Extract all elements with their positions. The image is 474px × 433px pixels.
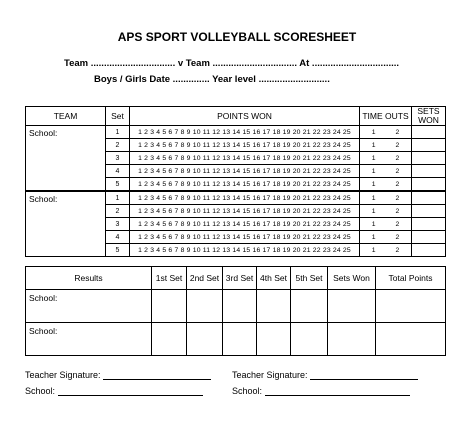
result-cell[interactable] [376,290,446,323]
timeout-2: 2 [395,246,400,254]
points-won-cell[interactable]: 1 2 3 4 5 6 7 8 9 10 11 12 13 14 15 16 17 18 19 20 21 22 23 24 25 [130,139,360,152]
sets-won-cell[interactable] [412,152,446,165]
timeout-1: 1 [371,167,376,175]
sets-won-cell[interactable] [412,205,446,218]
points-won-cell[interactable]: 1 2 3 4 5 6 7 8 9 10 11 12 13 14 15 16 17 18 19 20 21 22 23 24 25 [130,126,360,139]
set-number: 1 [106,126,130,139]
points-won-cell[interactable]: 1 2 3 4 5 6 7 8 9 10 11 12 13 14 15 16 17 18 19 20 21 22 23 24 25 [130,218,360,231]
school-line[interactable] [58,386,203,396]
signature-line[interactable] [310,370,418,380]
signature-line[interactable] [103,370,211,380]
time-outs-cell[interactable] [360,178,412,192]
sets-won-cell[interactable] [412,126,446,139]
school-line[interactable] [265,386,410,396]
time-outs-cell[interactable] [360,218,412,231]
timeout-1: 1 [371,233,376,241]
timeout-1: 1 [371,141,376,149]
set-number: 2 [106,205,130,218]
result-cell[interactable] [223,323,257,356]
teacher-signature-label: Teacher Signature: [25,370,101,380]
result-cell[interactable] [187,323,223,356]
result-cell[interactable] [291,290,328,323]
sets-won-cell[interactable] [412,178,446,192]
school-right [232,386,410,396]
school-label: School: [26,191,106,257]
result-row [26,290,446,323]
set-number: 4 [106,231,130,244]
school-label: School: [26,126,106,192]
set-header: Set [106,107,130,126]
sets-won-cell[interactable] [412,139,446,152]
timeout-2: 2 [395,207,400,215]
sets-won-header: SETS WON [412,107,446,126]
timeout-1: 1 [371,246,376,254]
result-row [26,323,446,356]
sets-won-result-header: Sets Won [328,267,376,290]
sets-won-cell[interactable] [412,244,446,257]
page-title: APS SPORT VOLLEYBALL SCORESHEET [117,30,357,44]
timeout-1: 1 [371,128,376,136]
teacher-signature-left [25,370,211,380]
timeout-1: 1 [371,220,376,228]
time-outs-cell[interactable] [360,191,412,205]
set-number: 2 [106,139,130,152]
points-won-cell[interactable]: 1 2 3 4 5 6 7 8 9 10 11 12 13 14 15 16 17 18 19 20 21 22 23 24 25 [130,165,360,178]
time-outs-cell[interactable] [360,152,412,165]
set5-header: 5th Set [291,267,328,290]
result-cell[interactable] [152,290,187,323]
result-cell[interactable] [376,323,446,356]
school-left [25,386,203,396]
set-number: 3 [106,218,130,231]
timeout-1: 1 [371,194,376,202]
set-number: 3 [106,152,130,165]
sets-won-cell[interactable] [412,231,446,244]
sets-won-cell[interactable] [412,165,446,178]
teacher-signature-label: Teacher Signature: [232,370,308,380]
result-school-label: School: [26,290,152,323]
timeout-2: 2 [395,180,400,188]
set4-header: 4th Set [257,267,291,290]
set-row [26,191,446,205]
result-cell[interactable] [152,323,187,356]
timeout-1: 1 [371,207,376,215]
points-won-header: POINTS WON [130,107,360,126]
timeout-2: 2 [395,220,400,228]
result-cell[interactable] [328,323,376,356]
timeout-2: 2 [395,128,400,136]
set-number: 1 [106,191,130,205]
sets-won-cell[interactable] [412,191,446,205]
timeout-2: 2 [395,167,400,175]
teacher-signature-right [232,370,418,380]
set1-header: 1st Set [152,267,187,290]
result-cell[interactable] [187,290,223,323]
points-won-cell[interactable]: 1 2 3 4 5 6 7 8 9 10 11 12 13 14 15 16 17 18 19 20 21 22 23 24 25 [130,191,360,205]
total-points-header: Total Points [376,267,446,290]
points-won-cell[interactable]: 1 2 3 4 5 6 7 8 9 10 11 12 13 14 15 16 17 18 19 20 21 22 23 24 25 [130,152,360,165]
points-won-cell[interactable]: 1 2 3 4 5 6 7 8 9 10 11 12 13 14 15 16 17 18 19 20 21 22 23 24 25 [130,231,360,244]
team-date-line: Team ................................ v Team ................................ At ................................. [64,58,400,69]
timeout-2: 2 [395,141,400,149]
set-number: 5 [106,244,130,257]
points-won-cell[interactable]: 1 2 3 4 5 6 7 8 9 10 11 12 13 14 15 16 17 18 19 20 21 22 23 24 25 [130,205,360,218]
time-outs-cell[interactable] [360,165,412,178]
set3-header: 3rd Set [223,267,257,290]
time-outs-cell[interactable] [360,139,412,152]
result-school-label: School: [26,323,152,356]
points-won-cell[interactable]: 1 2 3 4 5 6 7 8 9 10 11 12 13 14 15 16 17 18 19 20 21 22 23 24 25 [130,178,360,192]
timeout-2: 2 [395,154,400,162]
result-cell[interactable] [291,323,328,356]
school-signature-label: School: [25,386,56,396]
gender-date-year-line: Boys / Girls Date .............. Year level ........................... [94,74,330,85]
points-table [25,106,446,257]
result-cell[interactable] [223,290,257,323]
result-cell[interactable] [328,290,376,323]
time-outs-cell[interactable] [360,231,412,244]
timeout-2: 2 [395,233,400,241]
sets-won-cell[interactable] [412,218,446,231]
set-number: 5 [106,178,130,192]
set-row [26,126,446,139]
results-table [25,266,446,356]
result-cell[interactable] [257,323,291,356]
time-outs-header: TIME OUTS [360,107,412,126]
timeout-1: 1 [371,154,376,162]
set-number: 4 [106,165,130,178]
result-cell[interactable] [257,290,291,323]
team-header: TEAM [26,107,106,126]
timeout-1: 1 [371,180,376,188]
time-outs-cell[interactable] [360,244,412,257]
school-signature-label: School: [232,386,263,396]
set2-header: 2nd Set [187,267,223,290]
time-outs-cell[interactable] [360,126,412,139]
time-outs-cell[interactable] [360,205,412,218]
points-won-cell[interactable]: 1 2 3 4 5 6 7 8 9 10 11 12 13 14 15 16 17 18 19 20 21 22 23 24 25 [130,244,360,257]
results-header: Results [26,267,152,290]
timeout-2: 2 [395,194,400,202]
